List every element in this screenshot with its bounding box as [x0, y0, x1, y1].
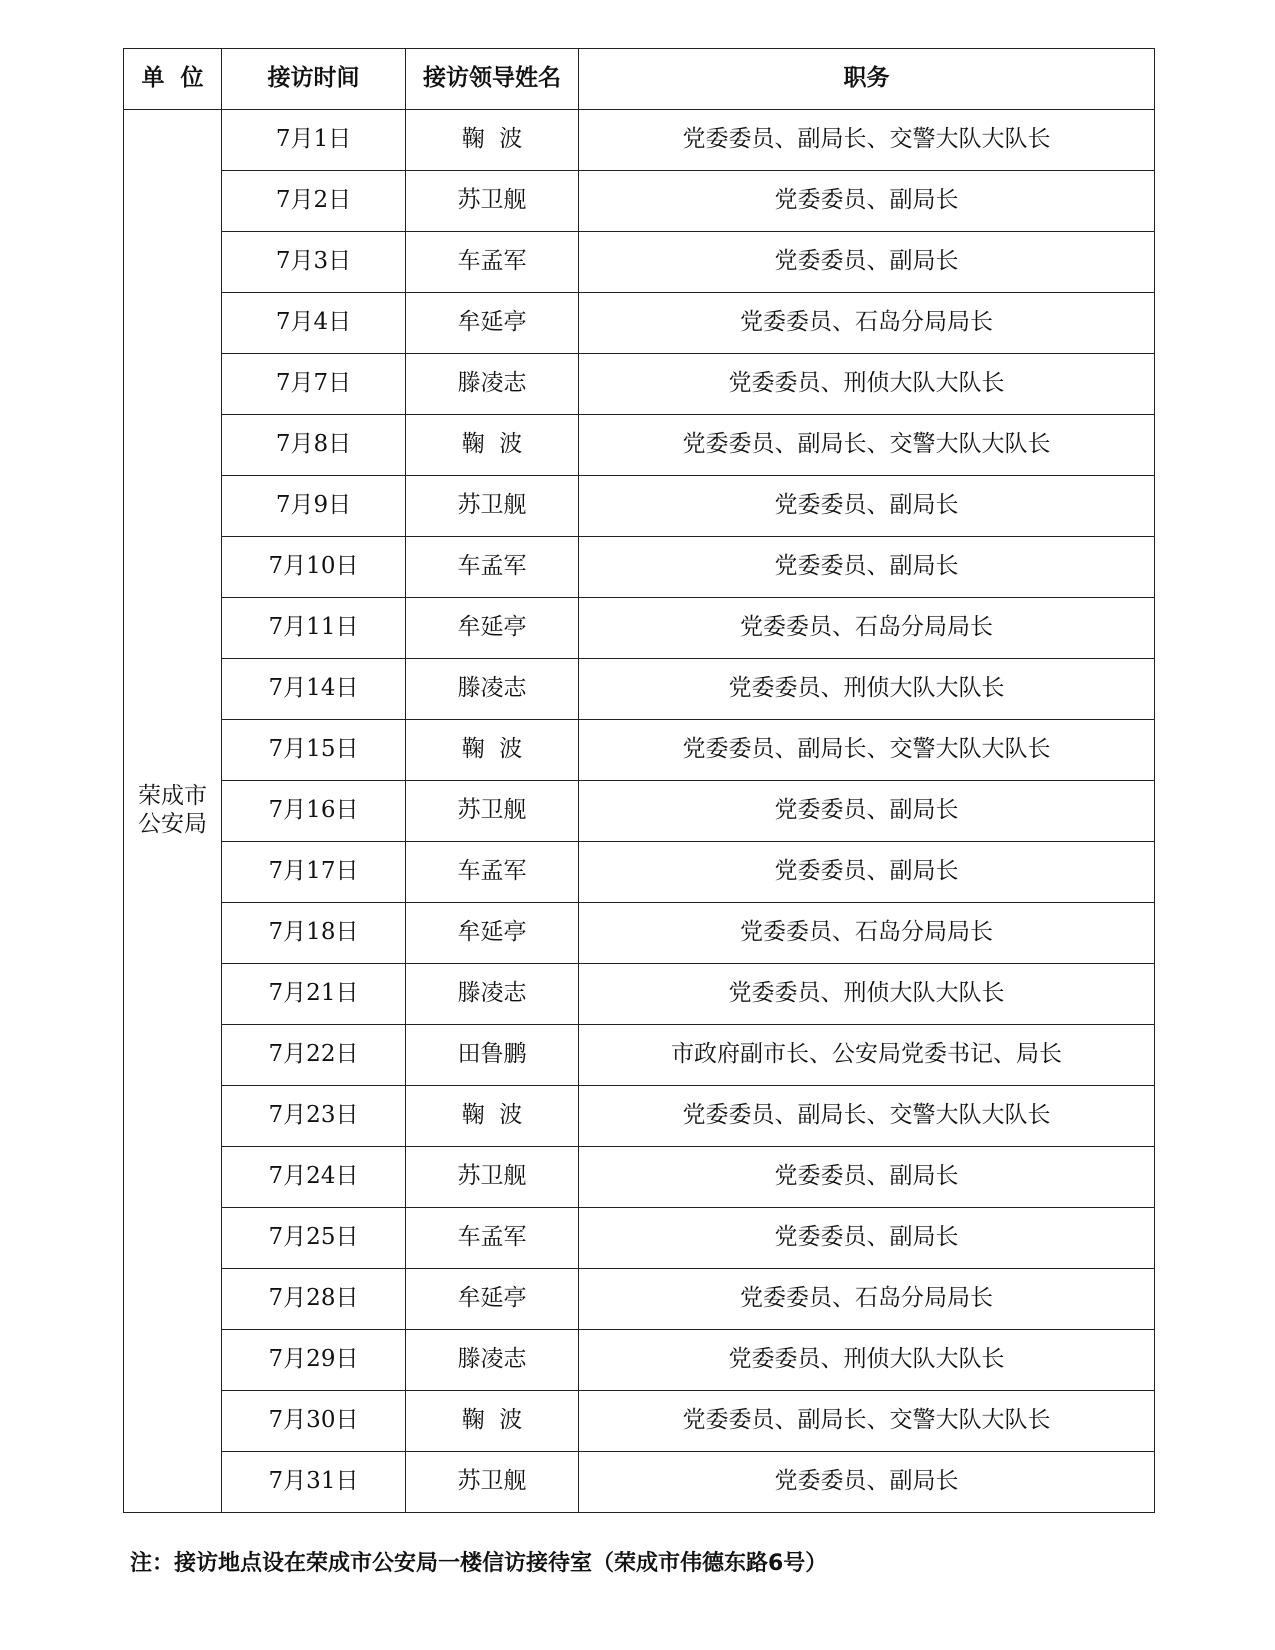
leader-name-cell: 苏卫舰: [406, 1452, 579, 1513]
leader-name-cell: 滕凌志: [406, 1330, 579, 1391]
reception-date-cell: 7月10日: [222, 537, 406, 598]
reception-date-cell: 7月1日: [222, 110, 406, 171]
leader-name-cell: 车孟军: [406, 232, 579, 293]
table-body: [124, 110, 1155, 1513]
leader-name-cell: 牟延亭: [406, 293, 579, 354]
leader-name-cell: 车孟军: [406, 537, 579, 598]
reception-date-cell: 7月22日: [222, 1025, 406, 1086]
position-cell: 党委委员、副局长、交警大队大队长: [579, 1391, 1155, 1452]
leader-name-cell: 苏卫舰: [406, 781, 579, 842]
leader-name-cell: 滕凌志: [406, 354, 579, 415]
reception-date-cell: 7月17日: [222, 842, 406, 903]
leader-name-cell: 鞠 波: [406, 1391, 579, 1452]
table-header: [124, 49, 1155, 110]
table-row: [124, 110, 1155, 171]
position-cell: 党委委员、副局长: [579, 1208, 1155, 1269]
table-row: [124, 781, 1155, 842]
table-row: [124, 903, 1155, 964]
leader-name-cell: 车孟军: [406, 1208, 579, 1269]
leader-name-cell: 牟延亭: [406, 1269, 579, 1330]
header-leader-name: 接访领导姓名: [406, 49, 579, 110]
reception-date-cell: 7月23日: [222, 1086, 406, 1147]
table-row: [124, 415, 1155, 476]
leader-name-cell: 鞠 波: [406, 415, 579, 476]
table-row: [124, 1086, 1155, 1147]
position-cell: 党委委员、副局长: [579, 476, 1155, 537]
table-row: [124, 842, 1155, 903]
table-row: [124, 1330, 1155, 1391]
table-row: [124, 293, 1155, 354]
position-cell: 党委委员、石岛分局局长: [579, 293, 1155, 354]
reception-date-cell: 7月24日: [222, 1147, 406, 1208]
header-unit: 单 位: [124, 49, 222, 110]
reception-date-cell: 7月15日: [222, 720, 406, 781]
leader-name-cell: 滕凌志: [406, 964, 579, 1025]
table-row: [124, 537, 1155, 598]
reception-date-cell: 7月29日: [222, 1330, 406, 1391]
table-row: [124, 1452, 1155, 1513]
table-row: [124, 659, 1155, 720]
position-cell: 党委委员、石岛分局局长: [579, 903, 1155, 964]
position-cell: 党委委员、副局长: [579, 537, 1155, 598]
reception-date-cell: 7月3日: [222, 232, 406, 293]
table-row: [124, 1147, 1155, 1208]
reception-date-cell: 7月9日: [222, 476, 406, 537]
reception-date-cell: 7月7日: [222, 354, 406, 415]
position-cell: 党委委员、刑侦大队大队长: [579, 659, 1155, 720]
header-position: 职务: [579, 49, 1155, 110]
reception-date-cell: 7月21日: [222, 964, 406, 1025]
leader-name-cell: 鞠 波: [406, 110, 579, 171]
footnote: 注：接访地点设在荣成市公安局一楼信访接待室（荣成市伟德东路6号）: [130, 1551, 828, 1576]
leader-name-cell: 牟延亭: [406, 598, 579, 659]
table-row: [124, 964, 1155, 1025]
reception-date-cell: 7月18日: [222, 903, 406, 964]
table-row: [124, 1208, 1155, 1269]
leader-name-cell: 鞠 波: [406, 1086, 579, 1147]
position-cell: 党委委员、副局长、交警大队大队长: [579, 110, 1155, 171]
leader-name-cell: 田鲁鹏: [406, 1025, 579, 1086]
table-row: [124, 232, 1155, 293]
leader-name-cell: 鞠 波: [406, 720, 579, 781]
table-row: [124, 720, 1155, 781]
table-row: [124, 171, 1155, 232]
reception-date-cell: 7月30日: [222, 1391, 406, 1452]
reception-date-cell: 7月14日: [222, 659, 406, 720]
position-cell: 党委委员、刑侦大队大队长: [579, 354, 1155, 415]
reception-date-cell: 7月8日: [222, 415, 406, 476]
leader-name-cell: 滕凌志: [406, 659, 579, 720]
leader-name-cell: 苏卫舰: [406, 171, 579, 232]
header-row: [124, 49, 1155, 110]
unit-line: 公安局: [138, 811, 207, 837]
reception-date-cell: 7月16日: [222, 781, 406, 842]
position-cell: 党委委员、副局长、交警大队大队长: [579, 415, 1155, 476]
position-cell: 党委委员、副局长、交警大队大队长: [579, 1086, 1155, 1147]
reception-date-cell: 7月4日: [222, 293, 406, 354]
header-reception-time: 接访时间: [222, 49, 406, 110]
position-cell: 党委委员、副局长: [579, 781, 1155, 842]
reception-date-cell: 7月2日: [222, 171, 406, 232]
unit-cell: [124, 110, 222, 1513]
reception-date-cell: 7月31日: [222, 1452, 406, 1513]
position-cell: 党委委员、副局长: [579, 1452, 1155, 1513]
position-cell: 党委委员、石岛分局局长: [579, 1269, 1155, 1330]
table-row: [124, 1269, 1155, 1330]
table-row: [124, 1391, 1155, 1452]
position-cell: 党委委员、副局长: [579, 171, 1155, 232]
position-cell: 党委委员、副局长、交警大队大队长: [579, 720, 1155, 781]
position-cell: 党委委员、副局长: [579, 1147, 1155, 1208]
leader-name-cell: 苏卫舰: [406, 476, 579, 537]
position-cell: 党委委员、刑侦大队大队长: [579, 964, 1155, 1025]
position-cell: 党委委员、副局长: [579, 232, 1155, 293]
position-cell: 党委委员、刑侦大队大队长: [579, 1330, 1155, 1391]
unit-line: 荣成市: [138, 783, 207, 810]
reception-date-cell: 7月11日: [222, 598, 406, 659]
reception-schedule-table: [123, 48, 1155, 1513]
table-row: [124, 476, 1155, 537]
position-cell: 党委委员、石岛分局局长: [579, 598, 1155, 659]
reception-date-cell: 7月28日: [222, 1269, 406, 1330]
reception-date-cell: 7月25日: [222, 1208, 406, 1269]
position-cell: 市政府副市长、公安局党委书记、局长: [579, 1025, 1155, 1086]
leader-name-cell: 牟延亭: [406, 903, 579, 964]
leader-name-cell: 车孟军: [406, 842, 579, 903]
table-row: [124, 1025, 1155, 1086]
leader-name-cell: 苏卫舰: [406, 1147, 579, 1208]
position-cell: 党委委员、副局长: [579, 842, 1155, 903]
table-row: [124, 354, 1155, 415]
table-row: [124, 598, 1155, 659]
